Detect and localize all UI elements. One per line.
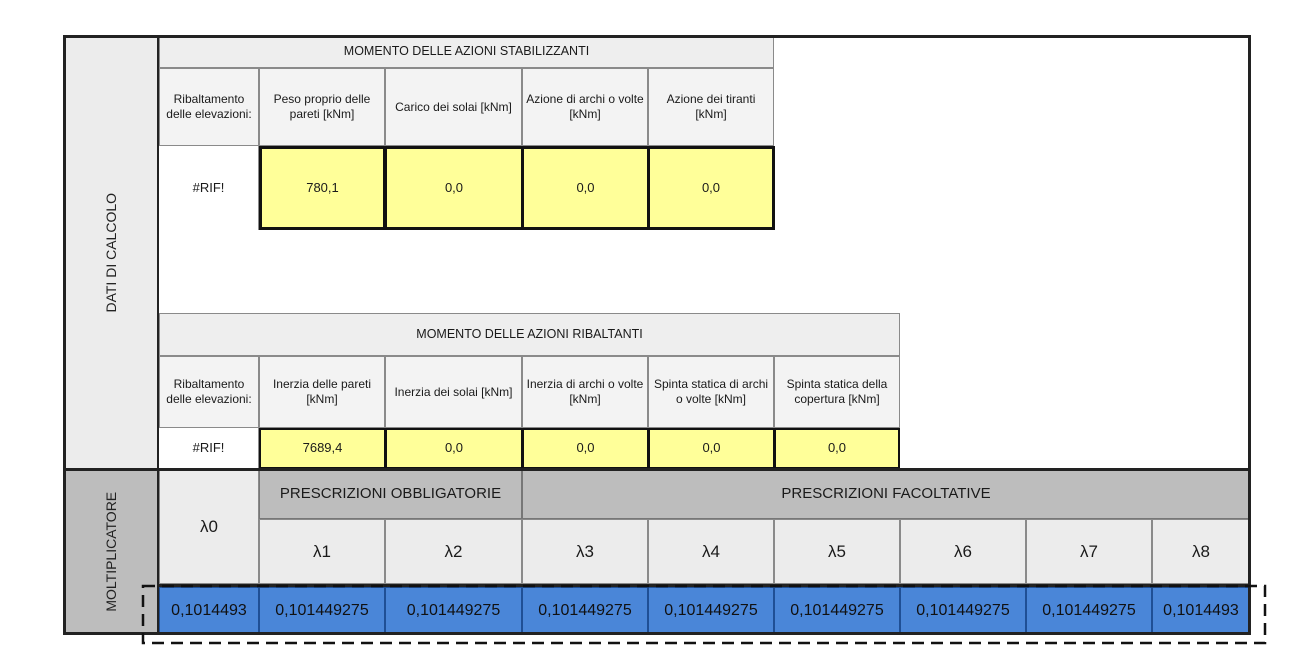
stab-value-ribaltamento: #RIF!	[159, 146, 259, 230]
rib-header-inerzia-solai: Inerzia dei solai [kNm]	[385, 356, 522, 428]
stabilizzanti-title: MOMENTO DELLE AZIONI STABILIZZANTI	[159, 36, 774, 68]
multiplier-value-6: 0,101449275	[900, 587, 1026, 634]
rib-value-inerzia-pareti[interactable]: 7689,4	[259, 428, 386, 469]
rib-header-spinta-archi: Spinta statica di archi o volte [kNm]	[648, 356, 774, 428]
lambda-5-header: λ5	[774, 519, 900, 584]
lambda-2-header: λ2	[385, 519, 522, 584]
stab-header-peso-proprio: Peso proprio delle pareti [kNm]	[259, 68, 385, 146]
rib-value-ribaltamento: #RIF!	[159, 428, 259, 469]
lambda-7-header: λ7	[1026, 519, 1152, 584]
lambda-6-header: λ6	[900, 519, 1026, 584]
rib-value-inerzia-solai[interactable]: 0,0	[385, 428, 523, 469]
moltiplicatore-label: MOLTIPLICATORE	[102, 491, 119, 612]
multiplier-value-5: 0,101449275	[774, 587, 900, 634]
ribaltanti-title: MOMENTO DELLE AZIONI RIBALTANTI	[159, 313, 900, 356]
multiplier-value-4: 0,101449275	[648, 587, 774, 634]
rib-header-inerzia-pareti: Inerzia delle pareti [kNm]	[259, 356, 385, 428]
stab-value-tiranti[interactable]: 0,0	[647, 146, 775, 230]
multiplier-value-7: 0,101449275	[1026, 587, 1152, 634]
rib-value-spinta-copertura[interactable]: 0,0	[774, 428, 900, 469]
stab-value-carico-solai[interactable]: 0,0	[384, 146, 524, 230]
lambda-4-header: λ4	[648, 519, 774, 584]
prescrizioni-obbligatorie-header: PRESCRIZIONI OBBLIGATORIE	[259, 469, 522, 519]
rib-header-ribaltamento: Ribaltamento delle elevazioni:	[159, 356, 259, 428]
lambda-8-header: λ8	[1152, 519, 1250, 584]
stab-header-tiranti: Azione dei tiranti [kNm]	[648, 68, 774, 146]
multiplier-value-3: 0,101449275	[522, 587, 648, 634]
stab-value-archi-volte[interactable]: 0,0	[521, 146, 650, 230]
lambda-1-header: λ1	[259, 519, 385, 584]
stab-value-peso-proprio[interactable]: 780,1	[259, 146, 386, 230]
lambda-0-header: λ0	[159, 469, 259, 584]
multiplier-value-8: 0,1014493	[1152, 587, 1250, 634]
stab-header-carico-solai: Carico dei solai [kNm]	[385, 68, 522, 146]
rib-header-spinta-copertura: Spinta statica della copertura [kNm]	[774, 356, 900, 428]
stab-header-archi-volte: Azione di archi o volte [kNm]	[522, 68, 648, 146]
rib-value-spinta-archi[interactable]: 0,0	[648, 428, 775, 469]
lambda-3-header: λ3	[522, 519, 648, 584]
multiplier-value-0: 0,1014493	[159, 587, 259, 634]
stab-header-ribaltamento: Ribaltamento delle elevazioni:	[159, 68, 259, 146]
dati-di-calcolo-label: DATI DI CALCOLO	[102, 192, 119, 313]
multiplier-value-1: 0,101449275	[259, 587, 385, 634]
prescrizioni-facoltative-header: PRESCRIZIONI FACOLTATIVE	[522, 469, 1250, 519]
rib-header-inerzia-archi: Inerzia di archi o volte [kNm]	[522, 356, 648, 428]
rib-value-inerzia-archi[interactable]: 0,0	[522, 428, 649, 469]
multiplier-value-2: 0,101449275	[385, 587, 522, 634]
